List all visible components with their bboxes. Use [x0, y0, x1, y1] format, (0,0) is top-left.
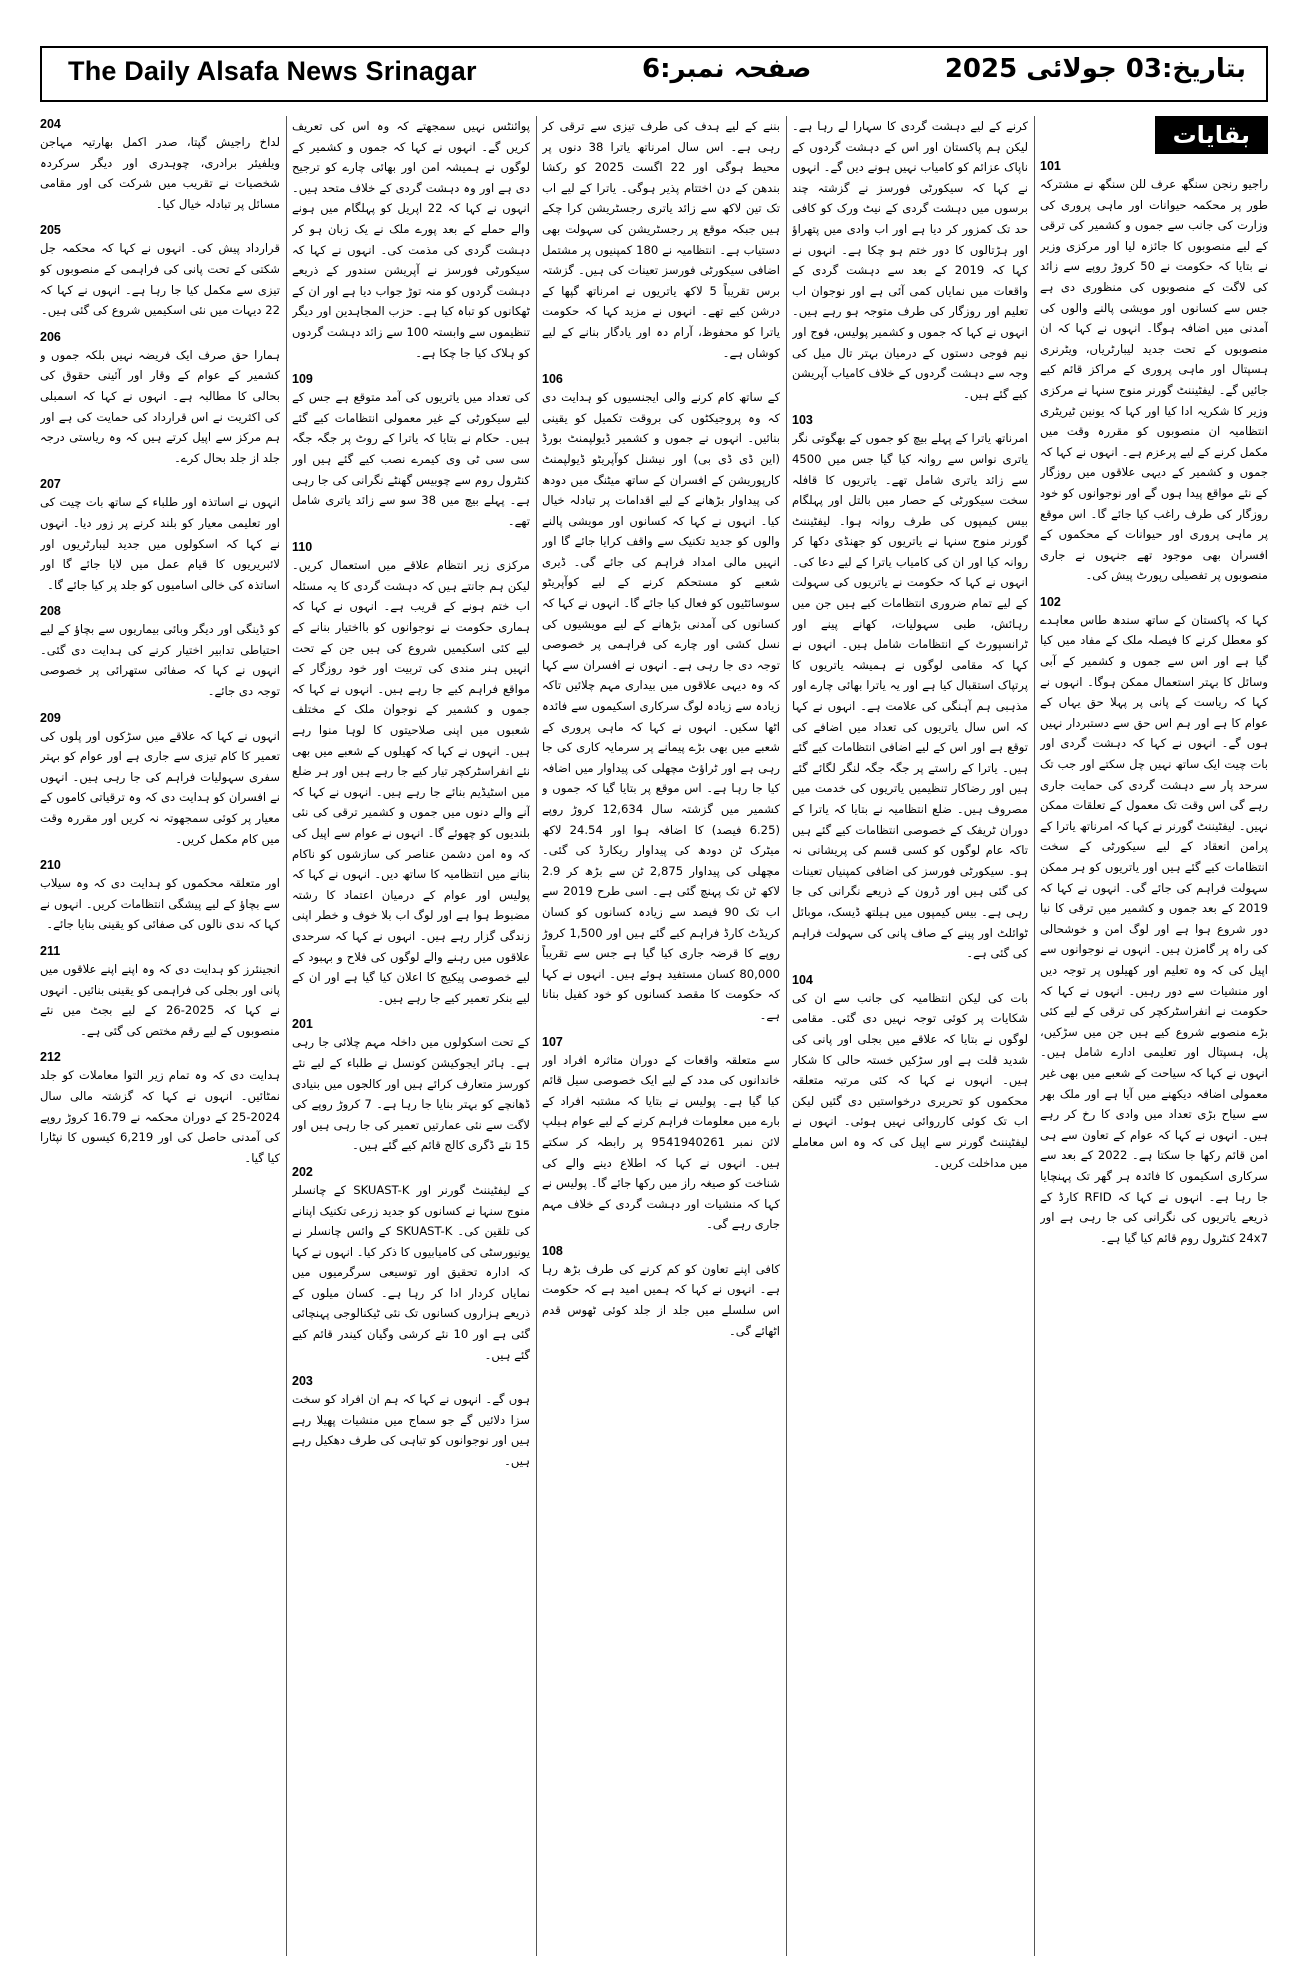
item-text: قرارداد پیش کی۔ انہوں نے کہا کہ محکمہ جل شکتی کے تحت پانی کی فراہمی کے منصوبوں کو تیزی سے مکمل کیا جا رہا ہے۔ انہوں نے کہا کہ 22 دیہات میں نئی اسکیمیں شروع کی گئی ہیں۔: [40, 241, 280, 318]
news-item: [40, 1049, 280, 1168]
news-item: [542, 116, 780, 363]
column-divider: [286, 116, 287, 1956]
item-text: انہوں نے کہا کہ علاقے میں سڑکوں اور پلوں کی تعمیر کا کام تیزی سے جاری ہے اور عوام کو بہتر سفری سہولیات فراہم کی جا رہی ہیں۔ انہوں نے افسران کو ہدایت دی کہ وہ ترقیاتی کاموں کے معیار پر کوئی سمجھوتہ نہ کریں اور مقررہ وقت میں کام مکمل کریں۔: [40, 728, 280, 846]
item-text: اور متعلقہ محکموں کو ہدایت دی کہ وہ سیلاب سے بچاؤ کے لیے پیشگی انتظامات کریں۔ انہوں نے کہا کہ ندی نالوں کی صفائی کو یقینی بنایا جائے۔: [40, 876, 280, 932]
item-number: 108: [542, 1243, 563, 1258]
news-item: [40, 329, 280, 469]
news-item: [40, 476, 280, 595]
news-item: [542, 371, 780, 1025]
news-item: [542, 1243, 780, 1341]
news-item: [292, 1164, 530, 1365]
item-text: ہوں گے۔ انہوں نے کہا کہ ہم ان افراد کو سخت سزا دلائیں گے جو سماج میں منشیات پھیلا رہے ہیں اور نوجوانوں کو تباہی کی طرف دھکیل رہے ہیں۔: [292, 1392, 530, 1469]
item-number: 104: [792, 972, 813, 987]
item-text: راجیو رنجن سنگھ عرف للن سنگھ نے مشترکہ طور پر محکمہ حیوانات اور ماہی پروری کی وزارت کی جانب سے جموں و کشمیر کی ترقی کے لیے منصوبوں کا جائزہ لیا اور مرکزی وزیر نے بتایا کہ حکومت نے 50 کروڑ روپے سے زائد کی لاگت کے منصوبوں کی منظوری دی ہے جس سے کسانوں اور مویشی پالنے والوں کی آمدنی میں اضافہ ہوگا۔ انہوں نے کہا کہ ان منصوبوں کے تحت جدید لیبارٹریاں، ویٹرنری ہسپتال اور ماہی پروری کے مراکز قائم کیے جائیں گے۔ لیفٹیننٹ گورنر منوج سنہا نے مرکزی وزیر کا شکریہ ادا کیا اور کہا کہ یونین ٹیریٹری انتظامیہ ان منصوبوں کو مقررہ وقت میں مکمل کرنے کے لیے پرعزم ہے۔ انہوں نے کہا کہ جموں و کشمیر کے دیہی علاقوں میں روزگار کے نئے مواقع پیدا ہوں گے اور نوجوانوں کو خود روزگار کی طرف راغب کیا جائے گا۔ اس موقع پر ماہی پروری اور حیوانات کے محکموں کے افسران بھی موجود تھے جنہوں نے جاری منصوبوں پر تفصیلی رپورٹ پیش کی۔: [1040, 177, 1268, 583]
item-text: ہدایت دی کہ وہ تمام زیر التوا معاملات کو جلد نمٹائیں۔ انہوں نے کہا کہ گزشتہ مالی سال 2024-25 کے دوران محکمہ نے 16.79 کروڑ روپے کی آمدنی حاصل کی اور 6,219 کیسوں کا نپٹارا کیا گیا۔: [40, 1068, 280, 1165]
item-text: کے ساتھ کام کرنے والی ایجنسیوں کو ہدایت دی کہ وہ پروجیکٹوں کی بروقت تکمیل کو یقینی بنائیں۔ انہوں نے جموں و کشمیر ڈیولپمنٹ بورڈ (این ڈی ڈی بی) اور نیشنل کوآپریٹو ڈیولپمنٹ کارپوریشن کے افسران کے ساتھ میٹنگ میں دودھ کی پیداوار بڑھانے کے لیے اقدامات پر تبادلہ خیال کیا۔ انہوں نے کہا کہ کسانوں اور مویشی پالنے والوں کو جدید تکنیک سے واقف کرایا جائے گا اور انہیں مالی امداد فراہم کی جائے گی۔ ڈیری شعبے کو مستحکم کرنے کے لیے کوآپریٹو سوسائٹیوں کو فعال کیا جائے گا۔ انہوں نے کہا کہ کسانوں کی آمدنی بڑھانے کے لیے مویشیوں کی نسل کشی اور چارے کی فراہمی پر خصوصی توجہ دی جا رہی ہے۔ انہوں نے افسران سے کہا کہ وہ دیہی علاقوں میں بیداری مہم چلائیں تاکہ زیادہ سے زیادہ لوگ سرکاری اسکیموں سے فائدہ اٹھا سکیں۔ انہوں نے کہا کہ ماہی پروری کے شعبے میں بھی بڑے پیمانے پر سرمایہ کاری کی جا رہی ہے اور ٹراؤٹ مچھلی کی پیداوار میں اضافہ کیا جا رہا ہے۔ اس موقع پر بتایا گیا کہ جموں و کشمیر میں گزشتہ سال 12,634 کروڑ روپے (6.25 فیصد) کا اضافہ ہوا اور 24.54 لاکھ میٹرک ٹن دودھ کی پیداوار ریکارڈ کی گئی۔ مچھلی کی پیداوار 2,875 ٹن سے بڑھ کر 2.9 لاکھ ٹن تک پہنچ گئی ہے۔ اسی طرح 2019 سے اب تک 90 فیصد سے زیادہ کسانوں کو کسان کریڈٹ کارڈ فراہم کیے گئے ہیں اور 1,500 کروڑ روپے کا قرضہ جاری کیا گیا ہے جس سے تقریباً 80,000 کسان مستفید ہوئے ہیں۔ انہوں نے کہا کہ حکومت کا مقصد کسانوں کو خود کفیل بنانا ہے۔: [542, 390, 780, 1022]
news-item: [40, 857, 280, 935]
item-number: 204: [40, 117, 61, 131]
item-text: بننے کے لیے ہدف کی طرف تیزی سے ترقی کر رہی ہے۔ اس سال امرناتھ یاترا 38 دنوں پر محیط ہوگی اور 22 اگست 2025 کو رکشا بندھن کے دن اختتام پذیر ہوگی۔ یاترا کے لیے اب تک تین لاکھ سے زائد یاتری رجسٹریشن کرا چکے ہیں جبکہ موقع پر رجسٹریشن کی سہولت بھی دستیاب ہے۔ انتظامیہ نے 180 کمپنیوں پر مشتمل اضافی سیکورٹی فورسز تعینات کی ہیں۔ گزشتہ برس تقریباً 5 لاکھ یاتریوں نے امرناتھ گپھا کے درشن کیے تھے۔ انہوں نے مزید کہا کہ حکومت یاترا کو محفوظ، آرام دہ اور یادگار بنانے کے لیے کوشاں ہے۔: [542, 119, 780, 360]
item-text: پوائنٹس نہیں سمجھتے کہ وہ اس کی تعریف کریں گے۔ انہوں نے کہا کہ جموں و کشمیر کے لوگوں نے ہمیشہ امن اور بھائی چارے کو ترجیح دی ہے اور وہ دہشت گردی کے خلاف متحد ہیں۔ انہوں نے کہا کہ 22 اپریل کو پہلگام میں ہونے والے حملے کے بعد پورے ملک نے یک زبان ہو کر دہشت گردی کی مذمت کی۔ انہوں نے کہا کہ سیکورٹی فورسز نے آپریشن سندور کے ذریعے دہشت گردوں کو منہ توڑ جواب دیا ہے اور ان کے ٹھکانوں کو تباہ کیا ہے۔ حزب المجاہدین اور دیگر تنظیموں سے وابستہ 100 سے زائد دہشت گردوں کو ہلاک کیا جا چکا ہے۔: [292, 119, 530, 360]
item-number: 205: [40, 223, 61, 238]
item-number: 207: [40, 477, 61, 492]
item-text: لداخ راجیش گپتا، صدر اکمل بھارتیہ مہاجن ویلفیئر برادری، چوہدری اور دیگر سرکردہ شخصیات نے تقریب میں شرکت کی اور مقامی مسائل پر تبادلہ خیال کیا۔: [40, 135, 280, 211]
paper-name: The Daily Alsafa News Srinagar: [68, 56, 477, 86]
news-item: [792, 116, 1028, 404]
news-item: [792, 412, 1028, 963]
news-item: [292, 371, 530, 531]
item-number: 103: [792, 413, 813, 428]
item-text: انجینئرز کو ہدایت دی کہ وہ اپنے اپنے علاقوں میں پانی اور بجلی کی فراہمی کو یقینی بنائیں۔ انہوں نے کہا کہ 2025-26 کے لیے بجٹ میں نئے منصوبوں کے لیے رقم مختص کی گئی ہے۔: [40, 962, 280, 1038]
news-item: [40, 710, 280, 850]
item-text: امرناتھ یاترا کے پہلے بیچ کو جموں کے بھگوتی نگر یاتری نواس سے روانہ کیا گیا جس میں 4500 سے زائد یاتری شامل تھے۔ یاتریوں کا قافلہ سخت سیکورٹی کے حصار میں بالتل اور پہلگام بیس کیمپوں کی طرف روانہ ہوا۔ لیفٹیننٹ گورنر منوج سنہا نے یاتریوں کو جھنڈی دکھا کر روانہ کیا اور ان کی کامیاب یاترا کے لیے دعا کی۔ انہوں نے کہا کہ حکومت نے یاتریوں کی سہولت کے لیے تمام ضروری انتظامات کیے ہیں جن میں رہائش، طبی سہولیات، کھانے پینے اور ٹرانسپورٹ کے انتظامات شامل ہیں۔ انہوں نے کہا کہ مقامی لوگوں نے ہمیشہ یاتریوں کا پرتپاک استقبال کیا ہے اور یہ یاترا بھائی چارے اور مذہبی ہم آہنگی کی علامت ہے۔ انہوں نے کہا کہ اس سال یاتریوں کی تعداد میں اضافے کی توقع ہے اور اس کے لیے اضافی انتظامات کیے گئے ہیں۔ یاترا کے راستے پر جگہ جگہ لنگر لگائے گئے ہیں اور رضاکار تنظیمیں یاتریوں کی خدمت میں مصروف ہیں۔ ضلع انتظامیہ نے بتایا کہ یاترا کے دوران ٹریفک کے خصوصی انتظامات کیے گئے ہیں تاکہ عام لوگوں کو کسی قسم کی پریشانی نہ ہو۔ سیکورٹی فورسز کی اضافی کمپنیاں تعینات کی گئی ہیں اور ڈرون کے ذریعے نگرانی کی جا رہی ہے۔ بیس کیمپوں میں ہیلتھ ڈیسک، موبائل ٹوائلٹ اور پینے کے صاف پانی کی سہولت فراہم کی گئی ہے۔: [792, 431, 1028, 961]
news-item: [40, 116, 280, 214]
item-number: 102: [1040, 594, 1061, 609]
issue-date: بتاریخ:03 جولائی 2025: [944, 54, 1246, 84]
item-text: کے تحت اسکولوں میں داخلہ مہم چلائی جا رہی ہے۔ ہائر ایجوکیشن کونسل نے طلباء کے لیے نئے کورسز متعارف کرائے ہیں اور کالجوں میں بنیادی ڈھانچے کو بہتر بنایا جا رہا ہے۔ 7 کروڑ روپے کی لاگت سے نئی عمارتیں تعمیر کی جا رہی ہیں اور 15 نئے ڈگری کالج قائم کیے گئے ہیں۔: [292, 1035, 530, 1153]
masthead: [40, 46, 1268, 102]
item-number: 206: [40, 329, 61, 344]
item-number: 109: [292, 372, 313, 387]
news-item: [1040, 158, 1268, 586]
item-number: 202: [292, 1164, 313, 1179]
item-text: بات کی لیکن انتظامیہ کی جانب سے ان کی شکایات پر کوئی توجہ نہیں دی گئی۔ مقامی لوگوں نے بتایا کہ علاقے میں بجلی اور پانی کی شدید قلت ہے اور سڑکیں خستہ حالی کا شکار ہیں۔ انہوں نے کہا کہ کئی مرتبہ متعلقہ محکموں کو تحریری درخواستیں دی گئیں لیکن اب تک کوئی کارروائی نہیں ہوئی۔ انہوں نے لیفٹیننٹ گورنر سے اپیل کی کہ وہ اس معاملے میں مداخلت کریں۔: [792, 990, 1028, 1170]
item-text: کرنے کے لیے دہشت گردی کا سہارا لے رہا ہے۔ لیکن ہم پاکستان اور اس کے دہشت گردوں کے ناپاک عزائم کو کامیاب نہیں ہونے دیں گے۔ انہوں نے کہا کہ سیکورٹی فورسز نے گزشتہ چند برسوں میں دہشت گردی کے نیٹ ورک کو کافی حد تک کمزور کر دیا ہے اور اب وادی میں پتھراؤ اور ہڑتالوں کا دور ختم ہو چکا ہے۔ انہوں نے کہا کہ 2019 کے بعد سے دہشت گردی کے واقعات میں نمایاں کمی آئی ہے اور نوجوان اب تعلیم اور روزگار کی طرف متوجہ ہو رہے ہیں۔ انہوں نے کہا کہ جموں و کشمیر پولیس، فوج اور نیم فوجی دستوں کے درمیان بہتر تال میل کی وجہ سے دہشت گردوں کے خلاف کامیاب آپریشن کیے گئے ہیں۔: [792, 119, 1028, 401]
news-item: [292, 1016, 530, 1156]
column-divider: [536, 116, 537, 1956]
item-number: 107: [542, 1034, 563, 1049]
column-divider: [1034, 116, 1035, 1956]
item-number: 208: [40, 604, 61, 619]
column-3: [542, 116, 780, 1956]
item-number: 211: [40, 944, 61, 958]
item-text: کہا کہ پاکستان کے ساتھ سندھ طاس معاہدے کو معطل کرنے کا فیصلہ ملک کے مفاد میں کیا گیا ہے اور اس سے جموں و کشمیر کے آبی وسائل کا بہتر استعمال ممکن ہوگا۔ انہوں نے کہا کہ ریاست کے پانی پر پہلا حق یہاں کے عوام کا ہے اور ہم اس حق سے دستبردار نہیں ہوں گے۔ انہوں نے کہا کہ دہشت گردی اور بات چیت ایک ساتھ نہیں چل سکتے اور جب تک سرحد پار سے دہشت گردی کی حمایت جاری رہے گی اس وقت تک معمول کے تعلقات ممکن نہیں۔ لیفٹیننٹ گورنر نے کہا کہ امرناتھ یاترا کے پرامن انعقاد کے لیے سیکورٹی کے سخت انتظامات کیے گئے ہیں اور یاتریوں کو ہر ممکن سہولت فراہم کی جائے گی۔ انہوں نے کہا کہ 2019 کے بعد جموں و کشمیر میں ترقی کا نیا دور شروع ہوا ہے اور لوگ امن و خوشحالی کی راہ پر گامزن ہیں۔ انہوں نے نوجوانوں سے اپیل کی کہ وہ تعلیم اور کھیلوں پر توجہ دیں اور منشیات سے دور رہیں۔ انہوں نے کہا کہ حکومت نے انفراسٹرکچر کی ترقی کے لیے کئی بڑے منصوبے شروع کیے ہیں جن میں سڑکیں، پل، ہسپتال اور تعلیمی ادارے شامل ہیں۔ انہوں نے کہا کہ سیاحت کے شعبے میں بھی غیر معمولی اضافہ دیکھنے میں آیا ہے اور ملک بھر سے سیاح بڑی تعداد میں وادی کا رخ کر رہے ہیں۔ انہوں نے کہا کہ عوام کے تعاون سے ہی امن قائم رکھا جا سکتا ہے۔ 2022 کے بعد سے سرکاری اسکیموں کا فائدہ ہر گھر تک پہنچایا جا رہا ہے۔ انہوں نے کہا کہ RFID کارڈ کے ذریعے یاتریوں کی نگرانی کی جا رہی ہے اور 24x7 کنٹرول روم قائم کیا گیا ہے۔: [1040, 612, 1268, 1245]
news-item: [1040, 594, 1268, 1248]
item-text: مرکزی زیر انتظام علاقے میں استعمال کریں۔ لیکن ہم جانتے ہیں کہ دہشت گردی کا یہ مسئلہ اب ختم ہونے کے قریب ہے۔ انہوں نے کہا کہ ہماری حکومت نے نوجوانوں کو بااختیار بنانے کے لیے کئی اسکیمیں شروع کی ہیں جن کے تحت انہیں ہنر مندی کی تربیت اور خود روزگار کے مواقع فراہم کیے جا رہے ہیں۔ انہوں نے کہا کہ جموں و کشمیر کے نوجوان ملک کے مختلف شعبوں میں اپنی صلاحیتوں کا لوہا منوا رہے ہیں۔ انہوں نے کہا کہ کھیلوں کے شعبے میں بھی نئے انفراسٹرکچر تیار کیے جا رہے ہیں اور ہر ضلع میں اسٹیڈیم بنائے جا رہے ہیں۔ انہوں نے کہا کہ آنے والے دنوں میں جموں و کشمیر ترقی کی نئی بلندیوں کو چھوئے گا۔ انہوں نے عوام سے اپیل کی کہ وہ امن دشمن عناصر کی سازشوں کو ناکام بنانے میں انتظامیہ کا ساتھ دیں۔ انہوں نے کہا کہ پولیس اور عوام کے درمیان اعتماد کا رشتہ مضبوط ہوا ہے اور لوگ اب بلا خوف و خطر اپنی زندگی گزار رہے ہیں۔ انہوں نے کہا کہ سرحدی علاقوں میں رہنے والے لوگوں کی فلاح و بہبود کے لیے خصوصی پیکیج کا اعلان کیا گیا ہے اور ان کے لیے بنکر تعمیر کیے جا رہے ہیں۔: [292, 558, 530, 1005]
item-number: 212: [40, 1050, 61, 1065]
column-1: [1040, 116, 1268, 1956]
item-text: کے لیفٹیننٹ گورنر اور SKUAST-K کے چانسلر منوج سنہا نے کسانوں کو جدید زرعی تکنیک اپنانے کی تلقین کی۔ SKUAST-K کے وائس چانسلر نے یونیورسٹی کی کامیابیوں کا ذکر کیا۔ انہوں نے کہا کہ ادارہ تحقیق اور توسیعی سرگرمیوں میں نمایاں کردار ادا کر رہا ہے۔ کسان میلوں کے ذریعے ہزاروں کسانوں تک نئی ٹیکنالوجی پہنچائی گئی ہے اور 10 نئے کرشی وگیان کیندر قائم کیے گئے ہیں۔: [292, 1182, 530, 1362]
section-heading: [1040, 116, 1268, 154]
item-number: 209: [40, 710, 61, 725]
news-item: [40, 943, 280, 1041]
item-text: ہمارا حق صرف ایک فریضہ نہیں بلکہ جموں و کشمیر کے عوام کے وقار اور آئینی حقوق کی بحالی کا مطالبہ ہے۔ انہوں نے کہا کہ اسمبلی کی اکثریت نے اس قرارداد کی حمایت کی ہے اور ہم مرکز سے اپیل کرتے ہیں کہ وہ ریاستی درجہ جلد از جلد بحال کرے۔: [40, 347, 280, 465]
column-5: [40, 116, 280, 1956]
item-text: انہوں نے اساتذہ اور طلباء کے ساتھ بات چیت کی اور تعلیمی معیار کو بلند کرنے پر زور دیا۔ انہوں نے کہا کہ اسکولوں میں جدید لیبارٹریوں اور لائبریریوں کا قیام عمل میں لایا جائے گا اور اساتذہ کی خالی اسامیوں کو جلد پر کیا جائے گا۔: [40, 495, 280, 592]
news-item: [792, 972, 1028, 1173]
page-number: صفحہ نمبر:6: [642, 54, 812, 84]
item-number: 106: [542, 372, 563, 387]
column-4: [292, 116, 530, 1956]
item-text: کو ڈینگی اور دیگر وبائی بیماریوں سے بچاؤ کے لیے احتیاطی تدابیر اختیار کرنے کی ہدایت دی گئی۔ انہوں نے کہا کہ صفائی ستھرائی پر خصوصی توجہ دی جائے۔: [40, 622, 280, 699]
news-item: [40, 603, 280, 701]
newspaper-page: [40, 46, 1268, 1961]
item-number: 210: [40, 858, 61, 873]
news-item: [292, 116, 530, 363]
item-number: 101: [1040, 159, 1061, 173]
item-text: کافی اپنے تعاون کو کم کرنے کی طرف بڑھ رہا ہے۔ انہوں نے کہا کہ ہمیں امید ہے کہ حکومت اس سلسلے میں جلد از جلد کوئی ٹھوس قدم اٹھائے گی۔: [542, 1261, 780, 1338]
column-divider: [786, 116, 787, 1956]
section-heading-label: بقایات: [1155, 116, 1268, 154]
column-2: [792, 116, 1028, 1956]
item-number: 201: [292, 1017, 313, 1032]
news-item: [40, 222, 280, 320]
news-item: [292, 1373, 530, 1471]
item-text: سے متعلقہ واقعات کے دوران متاثرہ افراد اور خاندانوں کی مدد کے لیے ایک خصوصی سیل قائم کیا گیا ہے۔ پولیس نے بتایا کہ مشتبہ افراد کے بارے میں معلومات فراہم کرنے کے لیے عوام ہیلپ لائن نمبر 9541940261 پر رابطہ کر سکتے ہیں۔ انہوں نے کہا کہ اطلاع دینے والے کی شناخت کو صیغہ راز میں رکھا جائے گا۔ پولیس نے کہا کہ منشیات اور دہشت گردی کے خلاف مہم جاری رہے گی۔: [542, 1052, 780, 1232]
news-item: [292, 539, 530, 1008]
item-number: 110: [292, 540, 313, 555]
item-text: کی تعداد میں یاتریوں کی آمد متوقع ہے جس کے لیے سیکورٹی کے غیر معمولی انتظامات کیے گئے ہیں۔ حکام نے بتایا کہ یاترا کے روٹ پر جگہ جگہ سی سی ٹی وی کیمرے نصب کیے گئے ہیں اور کنٹرول روم سے چوبیس گھنٹے نگرانی کی جا رہی ہے۔ پہلے بیچ میں 38 سو سے زائد یاتری شامل تھے۔: [292, 390, 530, 528]
news-item: [542, 1034, 780, 1235]
item-number: 203: [292, 1374, 313, 1389]
